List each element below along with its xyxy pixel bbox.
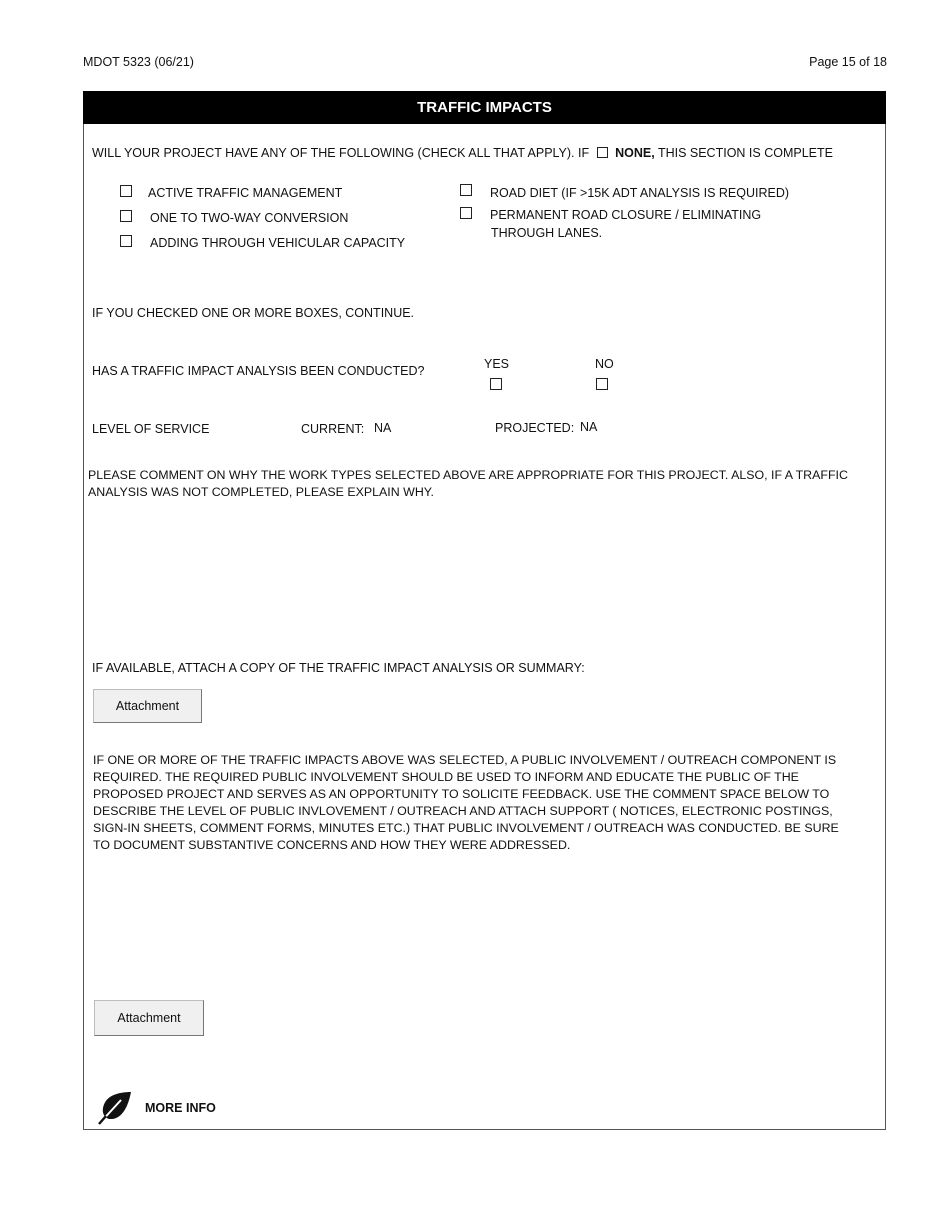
attachment-button-2[interactable]: Attachment <box>94 1000 204 1036</box>
public-involvement-line: REQUIRED. THE REQUIRED PUBLIC INVOLVEMENT SHOULD BE USED TO INFORM AND EDUCATE THE PUBLIC OF THE <box>93 770 799 784</box>
one-to-two-way-conversion-checkbox[interactable] <box>120 210 132 222</box>
active-traffic-management-label: ACTIVE TRAFFIC MANAGEMENT <box>148 186 343 200</box>
form-id: MDOT 5323 (06/21) <box>83 55 194 69</box>
public-involvement-line: TO DOCUMENT SUBSTANTIVE CONCERNS AND HOW THEY WERE ADDRESSED. <box>93 838 571 852</box>
none-checkbox[interactable] <box>597 147 608 158</box>
current-label: CURRENT: <box>301 422 365 436</box>
attachment-button-1[interactable]: Attachment <box>93 689 202 723</box>
public-involvement-line: SIGN-IN SHEETS, COMMENT FORMS, MINUTES ETC.) THAT PUBLIC INVOLVEMENT / OUTREACH WAS CONDUCTED. BE SURE <box>93 821 839 835</box>
question1-prefix: WILL YOUR PROJECT HAVE ANY OF THE FOLLOWING (CHECK ALL THAT APPLY). IF <box>92 146 590 160</box>
active-traffic-management-checkbox[interactable] <box>120 185 132 197</box>
public-involvement-line: DESCRIBE THE LEVEL OF PUBLIC INVLOVEMENT / OUTREACH AND ATTACH SUPPORT ( NOTICES, ELECTRONIC POSTINGS, <box>93 804 833 818</box>
permanent-road-closure-label-line2: THROUGH LANES. <box>491 226 603 240</box>
projected-label: PROJECTED: <box>495 421 575 435</box>
permanent-road-closure-label-line1: PERMANENT ROAD CLOSURE / ELIMINATING <box>490 208 762 222</box>
continue-note: IF YOU CHECKED ONE OR MORE BOXES, CONTINUE. <box>92 306 415 320</box>
no-label: NO <box>595 357 614 371</box>
road-diet-label: ROAD DIET (IF >15K ADT ANALYSIS IS REQUIRED) <box>490 186 790 200</box>
question1-prompt <box>92 146 833 160</box>
public-involvement-line: IF ONE OR MORE OF THE TRAFFIC IMPACTS ABOVE WAS SELECTED, A PUBLIC INVOLVEMENT / OUTREACH COMPONENT IS <box>93 753 837 767</box>
section-title: TRAFFIC IMPACTS <box>83 91 886 124</box>
analysis-no-checkbox[interactable] <box>596 378 608 390</box>
page-number: Page 15 of 18 <box>809 55 887 69</box>
analysis-yes-checkbox[interactable] <box>490 378 502 390</box>
one-to-two-way-conversion-label: ONE TO TWO-WAY CONVERSION <box>150 211 349 225</box>
more-info-link[interactable]: MORE INFO <box>145 1101 216 1115</box>
leaf-icon[interactable] <box>97 1090 133 1126</box>
question1-suffix: THIS SECTION IS COMPLETE <box>657 146 833 160</box>
projected-value-field[interactable]: NA <box>580 420 598 434</box>
public-involvement-line: PROPOSED PROJECT AND SERVES AS AN OPPORTUNITY TO SOLICITE FEEDBACK. USE THE COMMENT SPACE BELOW TO <box>93 787 830 801</box>
public-involvement-text <box>93 752 839 854</box>
public-involvement-comment-area[interactable] <box>93 862 878 992</box>
attach-prompt: IF AVAILABLE, ATTACH A COPY OF THE TRAFFIC IMPACT ANALYSIS OR SUMMARY: <box>92 661 585 675</box>
comment-text-area[interactable] <box>88 505 878 645</box>
analysis-question: HAS A TRAFFIC IMPACT ANALYSIS BEEN CONDUCTED? <box>92 364 425 378</box>
yes-label: YES <box>484 357 510 371</box>
comment-prompt-line1: PLEASE COMMENT ON WHY THE WORK TYPES SELECTED ABOVE ARE APPROPRIATE FOR THIS PROJECT. ALSO, IF A TRAFFIC <box>88 468 848 482</box>
level-of-service-label: LEVEL OF SERVICE <box>92 422 210 436</box>
adding-through-capacity-label: ADDING THROUGH VEHICULAR CAPACITY <box>150 236 406 250</box>
comment-prompt <box>88 467 848 501</box>
comment-prompt-line2: ANALYSIS WAS NOT COMPLETED, PLEASE EXPLAIN WHY. <box>88 485 434 499</box>
none-label: NONE, <box>615 146 655 160</box>
adding-through-capacity-checkbox[interactable] <box>120 235 132 247</box>
road-diet-checkbox[interactable] <box>460 184 472 196</box>
permanent-road-closure-checkbox[interactable] <box>460 207 472 219</box>
current-value-field[interactable]: NA <box>374 421 392 435</box>
